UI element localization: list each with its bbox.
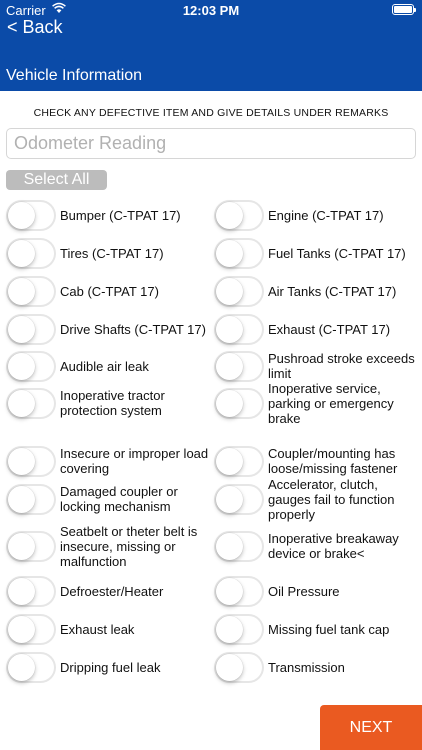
status-time: 12:03 PM [182, 3, 240, 18]
nav-header [0, 0, 422, 91]
checklist-item-label: Engine (C-TPAT 17) [268, 207, 384, 223]
checklist-item-label: Bumper (C-TPAT 17) [60, 207, 181, 223]
checklist-item-label: Exhaust leak [60, 621, 135, 637]
checklist-item-label: Pushroad stroke exceeds limit [268, 351, 415, 381]
defect-toggle[interactable] [6, 200, 56, 231]
defect-toggle[interactable] [214, 351, 264, 382]
toggle-knob [216, 390, 243, 417]
defect-toggle[interactable] [214, 388, 264, 419]
toggle-knob [216, 240, 243, 267]
checklist-item-label: Insecure or improper load covering [60, 446, 209, 476]
toggle-knob [216, 616, 243, 643]
defect-toggle[interactable] [214, 484, 264, 515]
checklist-item-label: Inoperative service, parking or emergency brake [268, 380, 394, 426]
toggle-knob [216, 533, 243, 560]
defect-toggle[interactable] [214, 238, 264, 269]
defect-toggle[interactable] [6, 531, 56, 562]
defect-toggle[interactable] [6, 314, 56, 345]
checklist-item-right-4 [214, 309, 418, 349]
defect-toggle[interactable] [6, 652, 56, 683]
checklist-item-label: Coupler/mounting has loose/missing fastener [268, 446, 398, 476]
checklist-item-right-8 [214, 476, 418, 522]
checklist-item-label: Transmission [268, 659, 345, 675]
defect-toggle[interactable] [214, 446, 264, 477]
defect-toggle[interactable] [6, 238, 56, 269]
checklist-item-left-1 [6, 195, 210, 235]
defect-toggle[interactable] [6, 614, 56, 645]
checklist-item-right-12 [214, 647, 418, 687]
toggle-knob [8, 202, 35, 229]
defect-toggle[interactable] [6, 388, 56, 419]
back-button[interactable]: < Back [7, 17, 63, 37]
toggle-knob [8, 533, 35, 560]
checklist-item-label: Accelerator, clutch, gauges fail to function properly [268, 476, 395, 522]
checklist-item-label: Oil Pressure [268, 583, 340, 599]
battery-icon [392, 4, 414, 15]
checklist-item-left-10 [6, 571, 210, 611]
checklist-item-label: Defroester/Heater [60, 583, 164, 599]
defect-toggle[interactable] [214, 652, 264, 683]
toggle-knob [8, 278, 35, 305]
checklist-item-label: Inoperative tractor protection system [60, 388, 165, 418]
toggle-knob [216, 486, 243, 513]
checklist-item-left-8 [6, 479, 210, 519]
toggle-knob [216, 353, 243, 380]
toggle-knob [8, 578, 35, 605]
checklist-item-label: Seatbelt or theter belt is insecure, missing or malfunction [60, 523, 198, 569]
defect-toggle[interactable] [214, 576, 264, 607]
toggle-knob [8, 390, 35, 417]
checklist-item-right-11 [214, 609, 418, 649]
defect-toggle[interactable] [214, 614, 264, 645]
page-title: Vehicle Information [6, 67, 143, 84]
checklist-item-left-6 [6, 383, 210, 423]
toggle-knob [8, 240, 35, 267]
checklist-item-right-10 [214, 571, 418, 611]
checklist-item-left-2 [6, 233, 210, 273]
checklist-item-label: Air Tanks (C-TPAT 17) [268, 283, 397, 299]
carrier-label: Carrier [6, 3, 46, 18]
checklist-item-label: Exhaust (C-TPAT 17) [268, 321, 391, 337]
checklist-item-label: Dripping fuel leak [60, 659, 161, 675]
checklist-item-label: Audible air leak [60, 358, 149, 374]
checklist-item-label: Drive Shafts (C-TPAT 17) [60, 321, 206, 337]
checklist-item-right-7 [214, 441, 418, 481]
checklist-item-left-3 [6, 271, 210, 311]
checklist-item-left-9 [6, 523, 210, 569]
toggle-knob [8, 353, 35, 380]
toggle-knob [216, 278, 243, 305]
defect-toggle[interactable] [6, 276, 56, 307]
defect-toggle[interactable] [214, 200, 264, 231]
toggle-knob [216, 202, 243, 229]
defect-toggle[interactable] [6, 576, 56, 607]
odometer-input[interactable] [6, 128, 416, 159]
next-button[interactable]: NEXT [320, 705, 422, 750]
checklist-item-label: Missing fuel tank cap [268, 621, 390, 637]
checklist-item-left-4 [6, 309, 210, 349]
toggle-knob [8, 448, 35, 475]
checklist-item-left-7 [6, 441, 210, 481]
toggle-knob [8, 654, 35, 681]
checklist-item-label: Cab (C-TPAT 17) [60, 283, 159, 299]
checklist-item-label: Tires (C-TPAT 17) [60, 245, 164, 261]
checklist-item-left-11 [6, 609, 210, 649]
toggle-knob [216, 654, 243, 681]
checklist-item-right-6 [214, 380, 418, 426]
toggle-knob [8, 316, 35, 343]
checklist-item-right-1 [214, 195, 418, 235]
toggle-knob [8, 616, 35, 643]
toggle-knob [216, 316, 243, 343]
defect-toggle[interactable] [6, 446, 56, 477]
checklist-item-label: Damaged coupler or locking mechanism [60, 484, 178, 514]
defect-toggle[interactable] [214, 276, 264, 307]
checklist-item-right-3 [214, 271, 418, 311]
toggle-knob [216, 448, 243, 475]
defect-toggle[interactable] [214, 314, 264, 345]
checklist-item-left-5 [6, 346, 210, 386]
checklist-item-label: Fuel Tanks (C-TPAT 17) [268, 245, 406, 261]
select-all-button[interactable]: Select All [6, 170, 107, 190]
status-bar [0, 0, 422, 20]
checklist-item-right-9 [214, 526, 418, 566]
defect-toggle[interactable] [6, 484, 56, 515]
defect-toggle[interactable] [214, 531, 264, 562]
defect-toggle[interactable] [6, 351, 56, 382]
toggle-knob [216, 578, 243, 605]
checklist-item-label: Inoperative breakaway device or brake< [268, 531, 399, 561]
checklist-item-right-2 [214, 233, 418, 273]
toggle-knob [8, 486, 35, 513]
instruction-text: CHECK ANY DEFECTIVE ITEM AND GIVE DETAILS UNDER REMARKS [33, 107, 389, 119]
checklist-item-left-12 [6, 647, 210, 687]
